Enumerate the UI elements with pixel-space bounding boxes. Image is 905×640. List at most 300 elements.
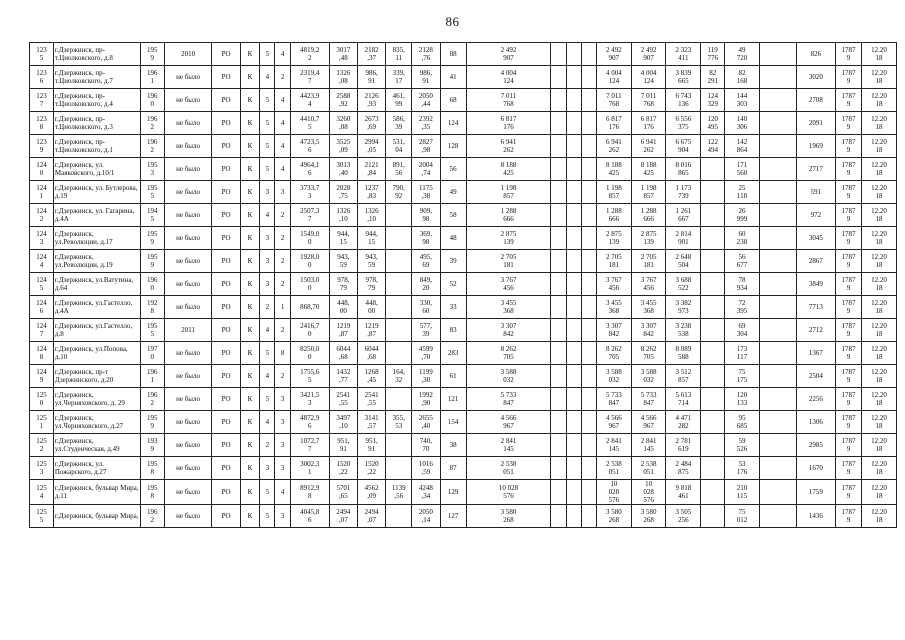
table-cell: 3013 ,40	[329, 158, 357, 181]
table-cell: 69 304	[725, 319, 760, 342]
table-cell: 951, 91	[358, 434, 386, 457]
table-cell	[581, 296, 596, 319]
table-cell: 1326 ,10	[329, 204, 357, 227]
table-cell: 5 613 714	[666, 388, 701, 411]
table-cell: 2 781 619	[666, 434, 701, 457]
table-cell: 972	[796, 204, 835, 227]
table-cell: 87	[440, 457, 466, 480]
table-cell	[566, 43, 581, 66]
table-cell: 195 8	[140, 480, 164, 505]
table-cell: г.Дзержинск, ул.Гастелло, д.4А	[53, 296, 140, 319]
table-cell: 1520 ,22	[329, 457, 357, 480]
table-cell: 5 733 847	[466, 388, 551, 411]
table-cell: 82 168	[725, 66, 760, 89]
table-cell: К	[240, 204, 260, 227]
table-cell: 6 817 176	[631, 112, 666, 135]
table-cell: 3020	[796, 66, 835, 89]
table-cell: г.Дзержинск, ул. Гагарина, д.4А	[53, 204, 140, 227]
table-cell: 4 471 282	[666, 411, 701, 434]
table-cell: 12.20 18	[862, 112, 897, 135]
table-cell: 124 2	[30, 204, 54, 227]
table-cell: 2 841 145	[466, 434, 551, 457]
table-cell: 124 1	[30, 181, 54, 204]
table-cell: 2867	[796, 250, 835, 273]
table-cell: 2121 ,84	[358, 158, 386, 181]
table-cell: 123 8	[30, 112, 54, 135]
table-cell	[759, 227, 796, 250]
table-cell: 951, 91	[329, 434, 357, 457]
table-cell: 1787 9	[835, 388, 861, 411]
table-cell	[386, 319, 412, 342]
table-cell	[759, 43, 796, 66]
table-cell: 339, 17	[386, 66, 412, 89]
table-cell: 88	[440, 43, 466, 66]
table-cell: 1549,0 0	[290, 227, 329, 250]
table-cell: 68	[440, 89, 466, 112]
table-cell: не было	[164, 89, 212, 112]
table-cell: 3017 ,48	[329, 43, 357, 66]
table-cell: 978, 79	[358, 273, 386, 296]
table-cell: 140 306	[725, 112, 760, 135]
table-cell: 3	[260, 181, 275, 204]
table-cell	[566, 66, 581, 89]
table-cell: 41	[440, 66, 466, 89]
table-cell: 3 307 842	[596, 319, 631, 342]
table-cell	[581, 89, 596, 112]
table-cell	[581, 158, 596, 181]
table-cell: К	[240, 66, 260, 89]
table-cell: 26 999	[725, 204, 760, 227]
table-cell: 56 677	[725, 250, 760, 273]
table-cell: 4 004 124	[466, 66, 551, 89]
table-cell	[566, 204, 581, 227]
table-cell	[581, 411, 596, 434]
table-cell: 4	[260, 319, 275, 342]
table-cell: 6 556 375	[666, 112, 701, 135]
table-cell: 1139 ,56	[386, 480, 412, 505]
table-cell: 4819,2 2	[290, 43, 329, 66]
table-cell	[551, 273, 566, 296]
table-cell: 6 743 136	[666, 89, 701, 112]
table-cell	[551, 319, 566, 342]
table-cell	[759, 296, 796, 319]
table-cell: г.Дзержинск, ул. Бутлерова, д.19	[53, 181, 140, 204]
table-cell: 196 1	[140, 365, 164, 388]
table-cell: 1787 9	[835, 158, 861, 181]
table-cell: не было	[164, 227, 212, 250]
table-cell: 3733,7 3	[290, 181, 329, 204]
table-cell: 1787 9	[835, 112, 861, 135]
table-cell: 12.20 18	[862, 89, 897, 112]
table-cell	[551, 342, 566, 365]
table-cell: 12.20 18	[862, 181, 897, 204]
table-cell	[551, 135, 566, 158]
table-cell: 3 839 665	[666, 66, 701, 89]
table-cell: 7713	[796, 296, 835, 319]
table-cell: 5	[260, 342, 275, 365]
table-cell: 1072,7 7	[290, 434, 329, 457]
table-cell: 4	[260, 411, 275, 434]
table-cell	[701, 273, 725, 296]
table-cell: 1928,0 0	[290, 250, 329, 273]
table-cell	[759, 342, 796, 365]
table-cell	[701, 158, 725, 181]
table-row	[30, 204, 897, 227]
table-cell: 119 776	[701, 43, 725, 66]
table-cell	[759, 411, 796, 434]
table-cell: 123 6	[30, 66, 54, 89]
table-row	[30, 227, 897, 250]
table-cell: 121	[440, 388, 466, 411]
table-cell: 3 588 032	[596, 365, 631, 388]
table-cell: 123 7	[30, 89, 54, 112]
table-cell: 2494 ,07	[329, 505, 357, 528]
table-cell: РО	[212, 273, 240, 296]
table-cell: 3 455 368	[596, 296, 631, 319]
table-cell: 5	[260, 112, 275, 135]
table-cell: 4	[275, 480, 290, 505]
table-cell: РО	[212, 204, 240, 227]
table-cell: К	[240, 505, 260, 528]
table-cell: 2 538 051	[596, 457, 631, 480]
table-cell: 2319,4 7	[290, 66, 329, 89]
table-cell: г.Дзержинск, ул.Черняховского, д. 29	[53, 388, 140, 411]
table-cell	[566, 365, 581, 388]
table-cell	[551, 296, 566, 319]
table-cell: 3	[275, 505, 290, 528]
table-cell: 3 588 032	[631, 365, 666, 388]
table-cell: 124 9	[30, 365, 54, 388]
table-cell	[386, 434, 412, 457]
table-cell: 195 5	[140, 181, 164, 204]
table-cell: 4 566 967	[596, 411, 631, 434]
table-cell: 3497 ,10	[329, 411, 357, 434]
table-cell: 1 173 739	[666, 181, 701, 204]
table-cell: 1787 9	[835, 250, 861, 273]
table-cell	[386, 342, 412, 365]
table-cell: РО	[212, 181, 240, 204]
table-cell: 8 089 588	[666, 342, 701, 365]
table-cell: 1787 9	[835, 227, 861, 250]
table-cell: 986, 91	[358, 66, 386, 89]
table-cell: 8 188 425	[631, 158, 666, 181]
table-cell: К	[240, 434, 260, 457]
table-cell: 210 115	[725, 480, 760, 505]
table-cell	[759, 89, 796, 112]
table-cell: 195 3	[140, 158, 164, 181]
table-cell: К	[240, 388, 260, 411]
table-cell: 868,70	[290, 296, 329, 319]
table-row	[30, 296, 897, 319]
table-cell: 2 705 181	[596, 250, 631, 273]
table-cell: 2128 ,76	[412, 43, 440, 66]
table-cell: 461, 99	[386, 89, 412, 112]
table-cell	[581, 319, 596, 342]
table-cell	[551, 89, 566, 112]
table-cell: 5 733 847	[596, 388, 631, 411]
table-cell: 1787 9	[835, 411, 861, 434]
table-cell: 2	[275, 365, 290, 388]
table-cell: г.Дзержинск, бульвар Мира, д.11	[53, 480, 140, 505]
table-cell: 4	[260, 66, 275, 89]
table-cell: 6 675 904	[666, 135, 701, 158]
table-cell	[551, 250, 566, 273]
table-cell: 3	[260, 227, 275, 250]
table-cell: 125 4	[30, 480, 54, 505]
table-cell: 2028 ,75	[329, 181, 357, 204]
table-cell: РО	[212, 365, 240, 388]
table-cell	[701, 411, 725, 434]
table-cell: 4248 ,34	[412, 480, 440, 505]
table-row	[30, 158, 897, 181]
table-cell	[581, 505, 596, 528]
table-row	[30, 250, 897, 273]
table-cell: 3 238 538	[666, 319, 701, 342]
table-cell	[551, 505, 566, 528]
table-cell: 4	[260, 204, 275, 227]
table-cell	[581, 43, 596, 66]
table-row	[30, 388, 897, 411]
table-cell	[386, 296, 412, 319]
table-cell: 8 262 705	[631, 342, 666, 365]
table-cell: 4	[275, 89, 290, 112]
table-cell: 330, 60	[412, 296, 440, 319]
table-row	[30, 135, 897, 158]
table-cell: не было	[164, 365, 212, 388]
table-cell	[551, 66, 566, 89]
table-cell	[566, 388, 581, 411]
table-cell: 4045,8 6	[290, 505, 329, 528]
table-cell: 1787 9	[835, 204, 861, 227]
table-cell: 3 307 842	[631, 319, 666, 342]
table-cell: 2494 ,07	[358, 505, 386, 528]
table-cell: 196 0	[140, 273, 164, 296]
table-row	[30, 66, 897, 89]
table-cell	[566, 434, 581, 457]
table-cell: 2 538 051	[631, 457, 666, 480]
table-cell: 6 817 176	[466, 112, 551, 135]
table-cell: 12.20 18	[862, 204, 897, 227]
table-cell: 4 004 124	[596, 66, 631, 89]
table-cell: К	[240, 365, 260, 388]
table-cell: 195 9	[140, 227, 164, 250]
table-cell: г.Дзержинск, ул.Гастелло, д.8	[53, 319, 140, 342]
table-cell: 195 8	[140, 457, 164, 480]
table-cell: 3	[275, 181, 290, 204]
table-cell: не было	[164, 388, 212, 411]
table-row	[30, 273, 897, 296]
table-cell: не было	[164, 273, 212, 296]
table-cell: 3 580 268	[466, 505, 551, 528]
table-cell: 123 9	[30, 135, 54, 158]
table-cell: 5	[260, 480, 275, 505]
table-cell: 978, 79	[329, 273, 357, 296]
table-cell: г.Дзержинск, пр-т Дзержинского, д.20	[53, 365, 140, 388]
table-cell: 1787 9	[835, 273, 861, 296]
table-cell: 1969	[796, 135, 835, 158]
table-cell: 2 492 907	[466, 43, 551, 66]
table-cell: г.Дзержинск, пр-т.Циолковского, д.7	[53, 66, 140, 89]
table-cell: 95 685	[725, 411, 760, 434]
table-cell: 120 133	[725, 388, 760, 411]
table-cell: 2717	[796, 158, 835, 181]
table-cell: не было	[164, 158, 212, 181]
table-cell	[566, 457, 581, 480]
table-cell: К	[240, 457, 260, 480]
table-cell: 12.20 18	[862, 66, 897, 89]
table-cell: 1436	[796, 505, 835, 528]
table-cell	[551, 112, 566, 135]
table-cell: 5	[260, 43, 275, 66]
table-cell: 124 329	[701, 89, 725, 112]
table-cell: 196 1	[140, 66, 164, 89]
table-cell: 2655 ,40	[412, 411, 440, 434]
table-cell	[566, 411, 581, 434]
table-cell: 8 016 865	[666, 158, 701, 181]
table-cell: 4964,1 6	[290, 158, 329, 181]
table-cell: 3 580 268	[631, 505, 666, 528]
table-cell: не было	[164, 296, 212, 319]
table-cell: 125 3	[30, 457, 54, 480]
table-cell: 6044 ,68	[358, 342, 386, 365]
table-cell: 3	[260, 457, 275, 480]
table-cell: 195 9	[140, 411, 164, 434]
table-cell	[566, 227, 581, 250]
table-row	[30, 505, 897, 528]
table-cell: 2091	[796, 112, 835, 135]
table-cell: 3 382 973	[666, 296, 701, 319]
table-cell: 1 288 666	[466, 204, 551, 227]
table-cell: 3	[260, 273, 275, 296]
table-cell: К	[240, 411, 260, 434]
table-cell: 3 688 522	[666, 273, 701, 296]
table-cell: 142 864	[725, 135, 760, 158]
table-cell: 144 303	[725, 89, 760, 112]
table-cell: не было	[164, 204, 212, 227]
table-cell: 195 9	[140, 250, 164, 273]
table-cell: г.Дзержинск, пр-т.Циолковского, д.3	[53, 112, 140, 135]
table-cell: 124 3	[30, 227, 54, 250]
table-cell: 1 198 857	[596, 181, 631, 204]
table-cell	[551, 388, 566, 411]
table-cell: 1787 9	[835, 505, 861, 528]
table-cell: не было	[164, 135, 212, 158]
table-cell: 1787 9	[835, 480, 861, 505]
table-cell: 2 705 181	[631, 250, 666, 273]
table-cell: 5	[260, 89, 275, 112]
table-cell: 1787 9	[835, 135, 861, 158]
table-cell: 5 733 847	[631, 388, 666, 411]
housing-register-table	[29, 42, 897, 528]
table-cell	[581, 365, 596, 388]
table-cell: 2010	[164, 43, 212, 66]
table-cell: 1755,6 5	[290, 365, 329, 388]
table-cell	[581, 112, 596, 135]
table-cell: 3 512 857	[666, 365, 701, 388]
table-cell: не было	[164, 66, 212, 89]
table-cell: 3	[275, 434, 290, 457]
table-cell	[581, 181, 596, 204]
table-cell	[566, 250, 581, 273]
table-cell: 10 028 576	[466, 480, 551, 505]
table-cell: 12.20 18	[862, 434, 897, 457]
table-cell: не было	[164, 181, 212, 204]
table-cell: 891, 56	[386, 158, 412, 181]
table-cell	[566, 135, 581, 158]
table-cell: К	[240, 227, 260, 250]
table-cell: 194 5	[140, 204, 164, 227]
table-cell: 944, 15	[329, 227, 357, 250]
table-cell: 586, 39	[386, 112, 412, 135]
table-cell: 1787 9	[835, 89, 861, 112]
table-cell: К	[240, 135, 260, 158]
table-cell: 1326 ,10	[358, 204, 386, 227]
table-cell: 12.20 18	[862, 388, 897, 411]
table-cell: РО	[212, 457, 240, 480]
table-cell: 1787 9	[835, 66, 861, 89]
table-cell: не было	[164, 505, 212, 528]
table-cell: 2	[275, 273, 290, 296]
table-cell: 369, 98	[412, 227, 440, 250]
table-cell: не было	[164, 250, 212, 273]
table-cell	[581, 227, 596, 250]
table-cell: 2	[260, 434, 275, 457]
table-cell: 8 262 705	[596, 342, 631, 365]
table-cell: 173 117	[725, 342, 760, 365]
table-cell	[759, 112, 796, 135]
table-cell: г.Дзержинск, ул. Пожарского, д.27	[53, 457, 140, 480]
table-cell: 164, 32	[386, 365, 412, 388]
table-cell: РО	[212, 434, 240, 457]
table-cell: 1787 9	[835, 342, 861, 365]
table-cell: 1503,0 0	[290, 273, 329, 296]
table-cell: 2827 ,98	[412, 135, 440, 158]
table-cell: 3002,3 1	[290, 457, 329, 480]
table-cell: 2 705 181	[466, 250, 551, 273]
table-cell	[566, 319, 581, 342]
table-cell	[759, 319, 796, 342]
table-cell: 72 395	[725, 296, 760, 319]
table-cell: не было	[164, 434, 212, 457]
table-cell	[386, 457, 412, 480]
table-cell: 59 526	[725, 434, 760, 457]
table-cell: 1237 ,83	[358, 181, 386, 204]
table-cell: 3 767 456	[466, 273, 551, 296]
table-cell: 12.20 18	[862, 411, 897, 434]
table-cell: 1670	[796, 457, 835, 480]
table-cell: РО	[212, 388, 240, 411]
table-cell: 12.20 18	[862, 158, 897, 181]
table-cell	[759, 273, 796, 296]
table-cell: 2	[275, 227, 290, 250]
table-cell: 53 176	[725, 457, 760, 480]
table-cell: 124 0	[30, 158, 54, 181]
table-cell: не было	[164, 342, 212, 365]
table-cell: 4 566 967	[631, 411, 666, 434]
table-cell	[566, 480, 581, 505]
table-cell: 33	[440, 296, 466, 319]
table-cell	[551, 227, 566, 250]
table-cell	[551, 43, 566, 66]
table-cell: 124 7	[30, 319, 54, 342]
table-cell: 193 9	[140, 434, 164, 457]
table-cell: 1	[275, 296, 290, 319]
table-cell: 1787 9	[835, 319, 861, 342]
table-cell: 944, 15	[358, 227, 386, 250]
table-cell: 124 5	[30, 273, 54, 296]
table-row	[30, 365, 897, 388]
table-cell: 3 767 456	[631, 273, 666, 296]
